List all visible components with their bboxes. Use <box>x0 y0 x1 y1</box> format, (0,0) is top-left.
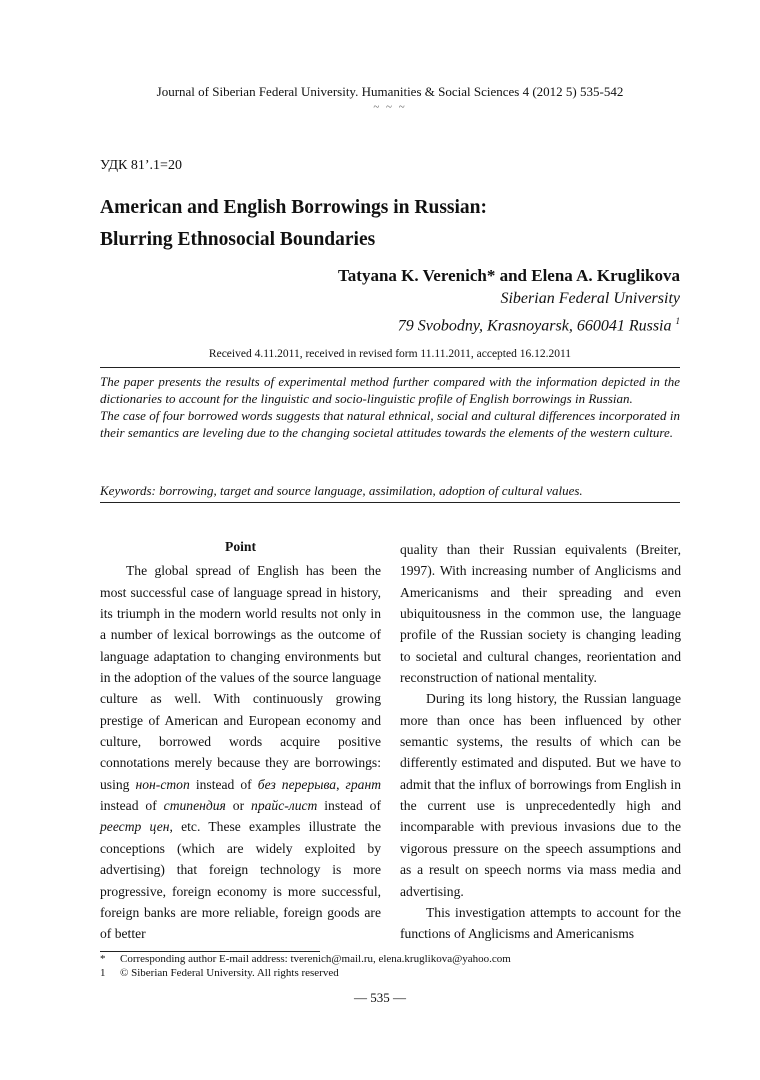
abstract-paragraph-2: The case of four borrowed words suggests that natural ethnical, social and cultural differences incorporated in their semantics are leveling due to the changing societal attitudes towards the elements of the western culture. <box>100 408 680 440</box>
footnote-mark: 1 <box>100 967 106 979</box>
body-column-right <box>400 539 681 945</box>
russian-term: стипендия <box>163 798 226 814</box>
text-run: instead of <box>317 798 381 814</box>
received-dates: Received 4.11.2011, received in revised form 11.11.2011, accepted 16.12.2011 <box>208 348 572 360</box>
paper-title <box>100 192 680 256</box>
page-number: — 535 — <box>354 990 406 1005</box>
footnote-1 <box>100 953 700 965</box>
footnote-text: © Siberian Federal University. All rights reserved <box>120 967 339 979</box>
russian-term: реестр цен <box>100 819 170 835</box>
journal-header: Journal of Siberian Federal University. Humanities & Social Sciences 4 (2012 5) 535-542 <box>156 84 624 99</box>
authors: Tatyana K. Verenich* and Elena A. Kruglikova <box>338 266 680 285</box>
text-run: instead of <box>189 776 258 792</box>
body-paragraph-2: quality than their Russian equivalents (Breiter, 1997). With increasing number of Anglicisms and Americanisms and their spreading and even ubiquitousness in the common use, the language profile of the Russian society is changing leading to societal and cultural changes, reorientation and reconstruction of national mentality. <box>400 542 681 686</box>
body-paragraph-3: During its long history, the Russian language more than once has been influenced by other semantic systems, the results of which can be differently estimated and disputed. But we have to admit that the influx of borrowings from English in the current use is unprecedentedly high and incomparable with previous invasions due to the vigorous pressure on the speech assumptions and as a result on speech norms via mass media and advertising. <box>400 691 681 899</box>
text-run: or <box>225 798 252 814</box>
title-line-2: Blurring Ethnosocial Boundaries <box>100 229 376 250</box>
body-paragraph-1 <box>100 560 381 944</box>
footnote-rule <box>100 951 320 952</box>
footnote-2 <box>100 967 700 979</box>
text-run: The global spread of English has been the most successful case of language spread in history, its triumph in the modern world results not only in a number of lexical borrowings as the outcome of language adaptation to changing environments but in the adoption of the values of the source language culture as well. With continuously growing prestige of American and European economy and culture, borrowed words acquire positive connotations merely because they are borrowings: using <box>100 563 381 792</box>
header-ornament: ~ ~ ~ <box>373 101 407 113</box>
abstract-paragraph-1: The paper presents the results of experimental method further compared with the information depicted in the dictionaries to account for the linguistic and socio-linguistic profile of English borrowings in Russian. <box>100 374 680 406</box>
russian-term: без перерыва <box>257 776 337 792</box>
abstract-bottom-rule <box>100 502 680 503</box>
abstract <box>100 373 680 441</box>
body-column-left <box>100 536 381 945</box>
title-line-1: American and English Borrowings in Russian: <box>100 197 488 218</box>
text-run: instead of <box>100 798 164 814</box>
section-heading: Point <box>225 539 256 554</box>
footnote-text: Corresponding author E-mail address: tverenich@mail.ru, elena.kruglikova@yahoo.com <box>120 953 511 965</box>
russian-term: грант <box>345 776 382 792</box>
address-footnote-mark: 1 <box>675 316 680 326</box>
address-text: 79 Svobodny, Krasnoyarsk, 660041 Russia <box>397 317 672 335</box>
affiliation-university: Siberian Federal University <box>500 290 680 307</box>
text-run: , <box>336 776 346 792</box>
russian-term: прайс-лист <box>251 798 318 814</box>
keywords: Keywords: borrowing, target and source language, assimilation, adoption of cultural values. <box>100 483 583 498</box>
udk-code: УДК 81’.1=20 <box>100 158 182 173</box>
abstract-top-rule <box>100 367 680 368</box>
footnote-mark: * <box>100 953 106 965</box>
body-paragraph-4: This investigation attempts to account for the functions of Anglicisms and Americanisms <box>400 904 681 942</box>
russian-term: нон-стоп <box>135 776 190 792</box>
text-run: , etc. These examples illustrate the conceptions (which are widely exploited by advertising) that foreign technology is more progressive, foreign economy is more successful, foreign banks are more reliable, foreign goods are of better <box>100 819 381 942</box>
affiliation-address <box>398 310 680 337</box>
affiliation <box>398 288 680 337</box>
